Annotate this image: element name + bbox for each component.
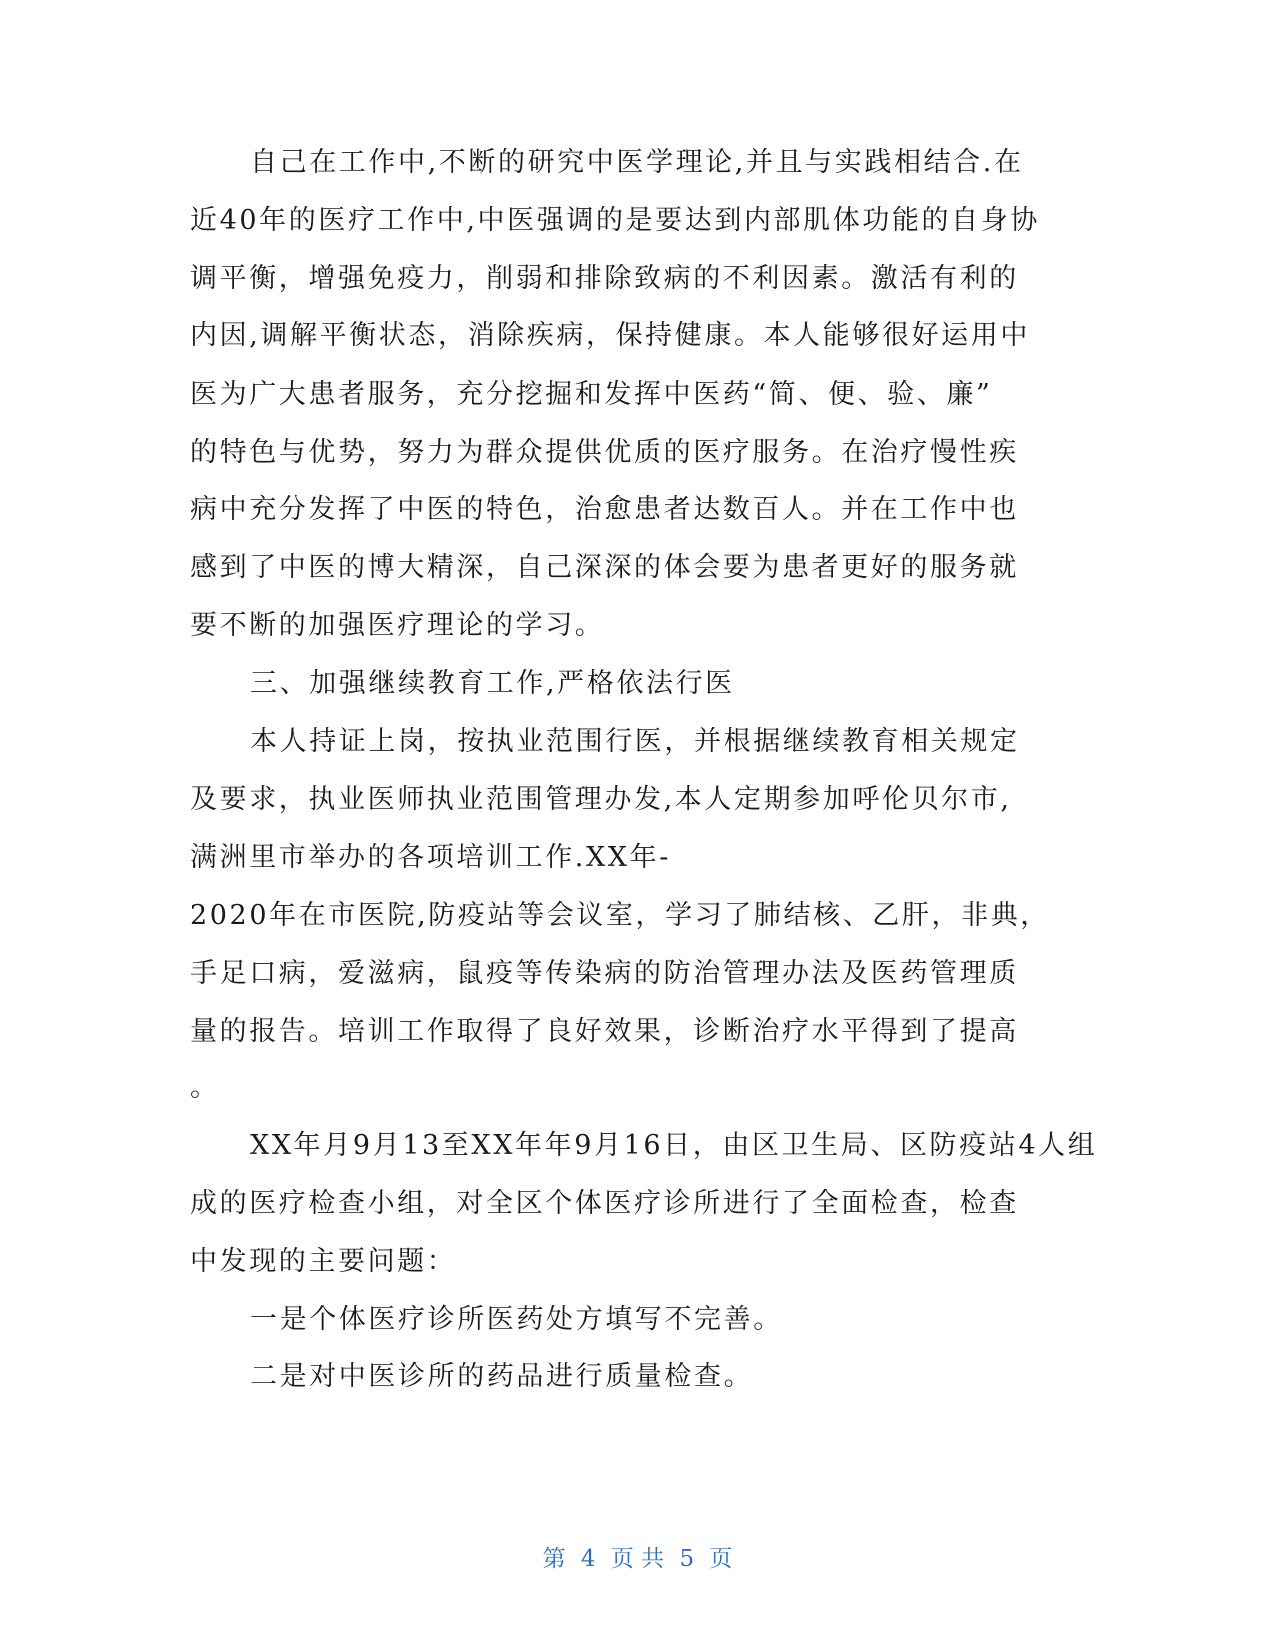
text-line: 二是对中医诊所的药品进行质量检查。	[250, 1361, 754, 1392]
text-line: 近40年的医疗工作中,中医强调的是要达到内部肌体功能的自身协	[190, 205, 1040, 236]
text-line: 调平衡，增强免疫力，削弱和排除致病的不利因素。激活有利的	[190, 263, 1019, 294]
text-line: 及要求，执业医师执业范围管理办发,本人定期参加呼伦贝尔市,	[190, 784, 1012, 815]
page-footer	[0, 1540, 1275, 1573]
text-line: 手足口病，爱滋病，鼠疫等传染病的防治管理办法及医药管理质	[190, 958, 1019, 989]
text-line: 。	[190, 1072, 220, 1103]
text-line: 感到了中医的博大精深，自己深深的体会要为患者更好的服务就	[190, 552, 1019, 583]
footer-total-pages: 5	[679, 1546, 695, 1572]
text-line: 2020年在市医院,防疫站等会议室，学习了肺结核、乙肝，非典，	[190, 900, 1050, 931]
text-line: XX年月9月13至XX年年9月16日，由区卫生局、区防疫站4人组	[250, 1130, 1098, 1161]
text-line: 中发现的主要问题：	[190, 1246, 457, 1277]
text-line: 医为广大患者服务，充分挖掘和发挥中医药“简、便、验、廉”	[190, 379, 993, 410]
text-line: 满洲里市举办的各项培训工作.XX年-	[190, 842, 671, 873]
footer-prefix: 第	[542, 1546, 566, 1572]
text-line: 内因,调解平衡状态，消除疾病，保持健康。本人能够很好运用中	[190, 320, 1030, 351]
text-line: 量的报告。培训工作取得了良好效果，诊断治疗水平得到了提高	[190, 1016, 1019, 1047]
text-line: 一是个体医疗诊所医药处方填写不完善。	[250, 1304, 783, 1335]
section-heading: 三、加强继续教育工作,严格依法行医	[250, 668, 735, 699]
footer-suffix: 页	[709, 1546, 733, 1572]
footer-middle: 页 共	[610, 1546, 665, 1572]
text-line: 要不断的加强医疗理论的学习。	[190, 610, 605, 641]
footer-page-number: 4	[580, 1546, 596, 1572]
text-line: 本人持证上岗，按执业范围行医，并根据继续教育相关规定	[250, 726, 1020, 757]
text-line: 成的医疗检查小组，对全区个体医疗诊所进行了全面检查，检查	[190, 1188, 1019, 1219]
text-line: 的特色与优势，努力为群众提供优质的医疗服务。在治疗慢性疾	[190, 437, 1019, 468]
text-line: 病中充分发挥了中医的特色，治愈患者达数百人。并在工作中也	[190, 494, 1019, 525]
text-line: 自己在工作中,不断的研究中医学理论,并且与实践相结合.在	[250, 147, 1024, 178]
